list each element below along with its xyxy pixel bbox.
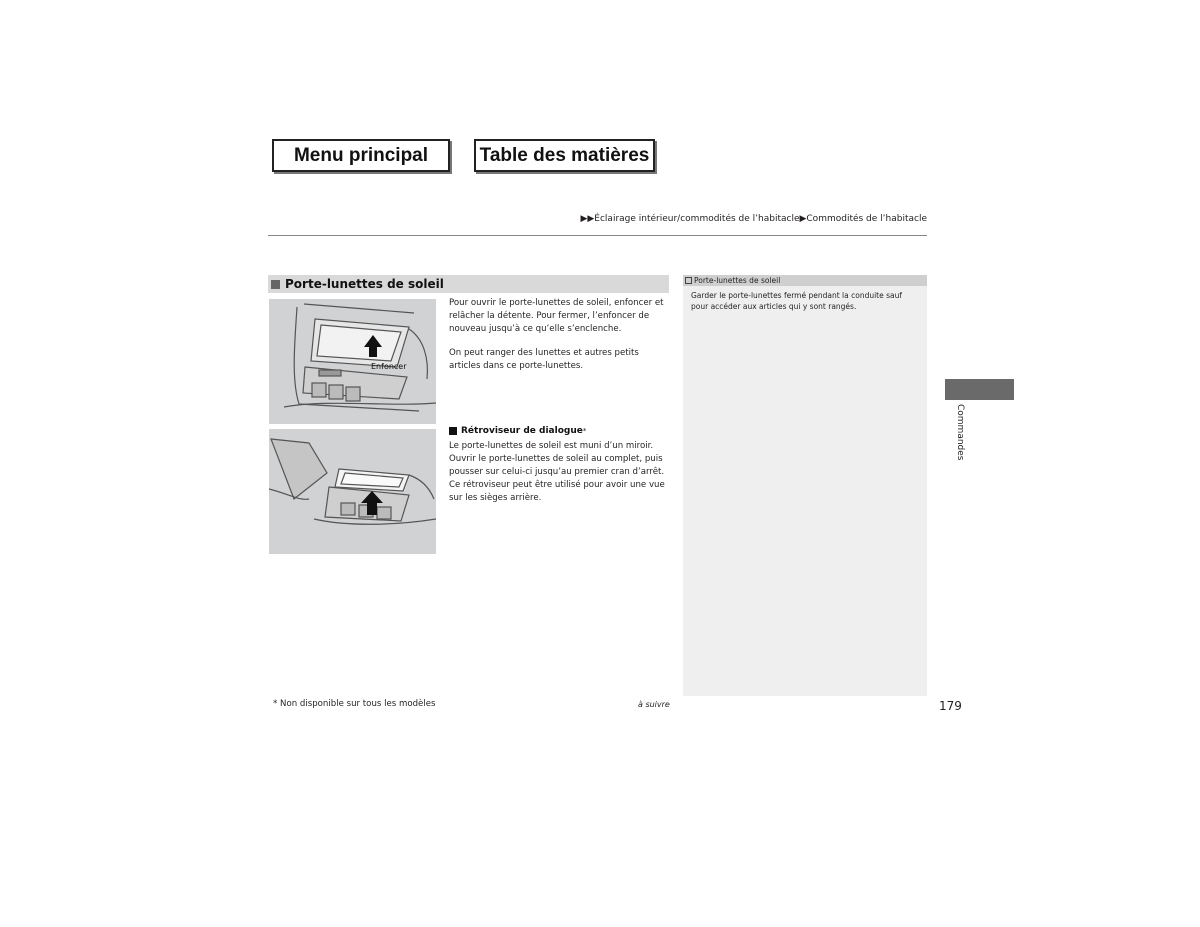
sidebar-header (683, 275, 927, 286)
notes-sidebar (683, 275, 927, 696)
subheading (449, 426, 586, 436)
chapter-tab[interactable] (945, 379, 1014, 400)
toc-label: Table des matières (479, 144, 650, 166)
page-number: 179 (939, 699, 962, 713)
chapter-label: Commandes (955, 404, 965, 461)
subheading-square-icon (449, 427, 457, 435)
sunglass-holder-illustration (269, 299, 436, 424)
sidebar-header-label: Porte-lunettes de soleil (694, 276, 781, 285)
continued-note: à suivre (638, 700, 670, 709)
section-square-icon (271, 280, 280, 289)
table-of-contents-button[interactable] (474, 139, 655, 172)
storage-paragraph: On peut ranger des lunettes et autres petits articles dans ce porte-lunettes. (449, 348, 639, 371)
main-menu-button[interactable] (272, 139, 450, 172)
section-header (268, 275, 669, 293)
main-menu-label: Menu principal (293, 144, 429, 166)
footnote-marker: * (582, 427, 587, 435)
sidebar-note: Garder le porte-lunettes fermé pendant la conduite sauf pour accéder aux articles qui y sont rangés. (691, 291, 903, 311)
conversation-mirror-illustration (269, 429, 436, 554)
footnote: * Non disponible sur tous les modèles (273, 699, 436, 709)
instructions-paragraph: Pour ouvrir le porte-lunettes de soleil, enfoncer et relâcher la détente. Pour fermer, l’enfoncer de nouveau jusqu’à ce qu’elle s’enclenche. (449, 298, 664, 334)
mirror-paragraph: Le porte-lunettes de soleil est muni d’un miroir. Ouvrir le porte-lunettes de soleil au complet, puis pousser sur celui-ci jusqu’au premier cran d’arrêt. Ce rétroviseur peut être utilisé pour avoir une vue sur les sièges arrière. (449, 441, 665, 503)
breadcrumb[interactable]: ▶▶Éclairage intérieur/commodités de l’habitacle▶Commodités de l’habitacle (580, 214, 927, 224)
push-label: Enfoncer (371, 362, 407, 371)
conversation-mirror-drawing (269, 429, 436, 554)
subheading-title: Rétroviseur de dialogue (461, 426, 583, 436)
overhead-console-drawing (269, 299, 436, 424)
header-divider (268, 235, 927, 236)
note-icon (685, 277, 692, 284)
section-title: Porte-lunettes de soleil (285, 277, 444, 291)
